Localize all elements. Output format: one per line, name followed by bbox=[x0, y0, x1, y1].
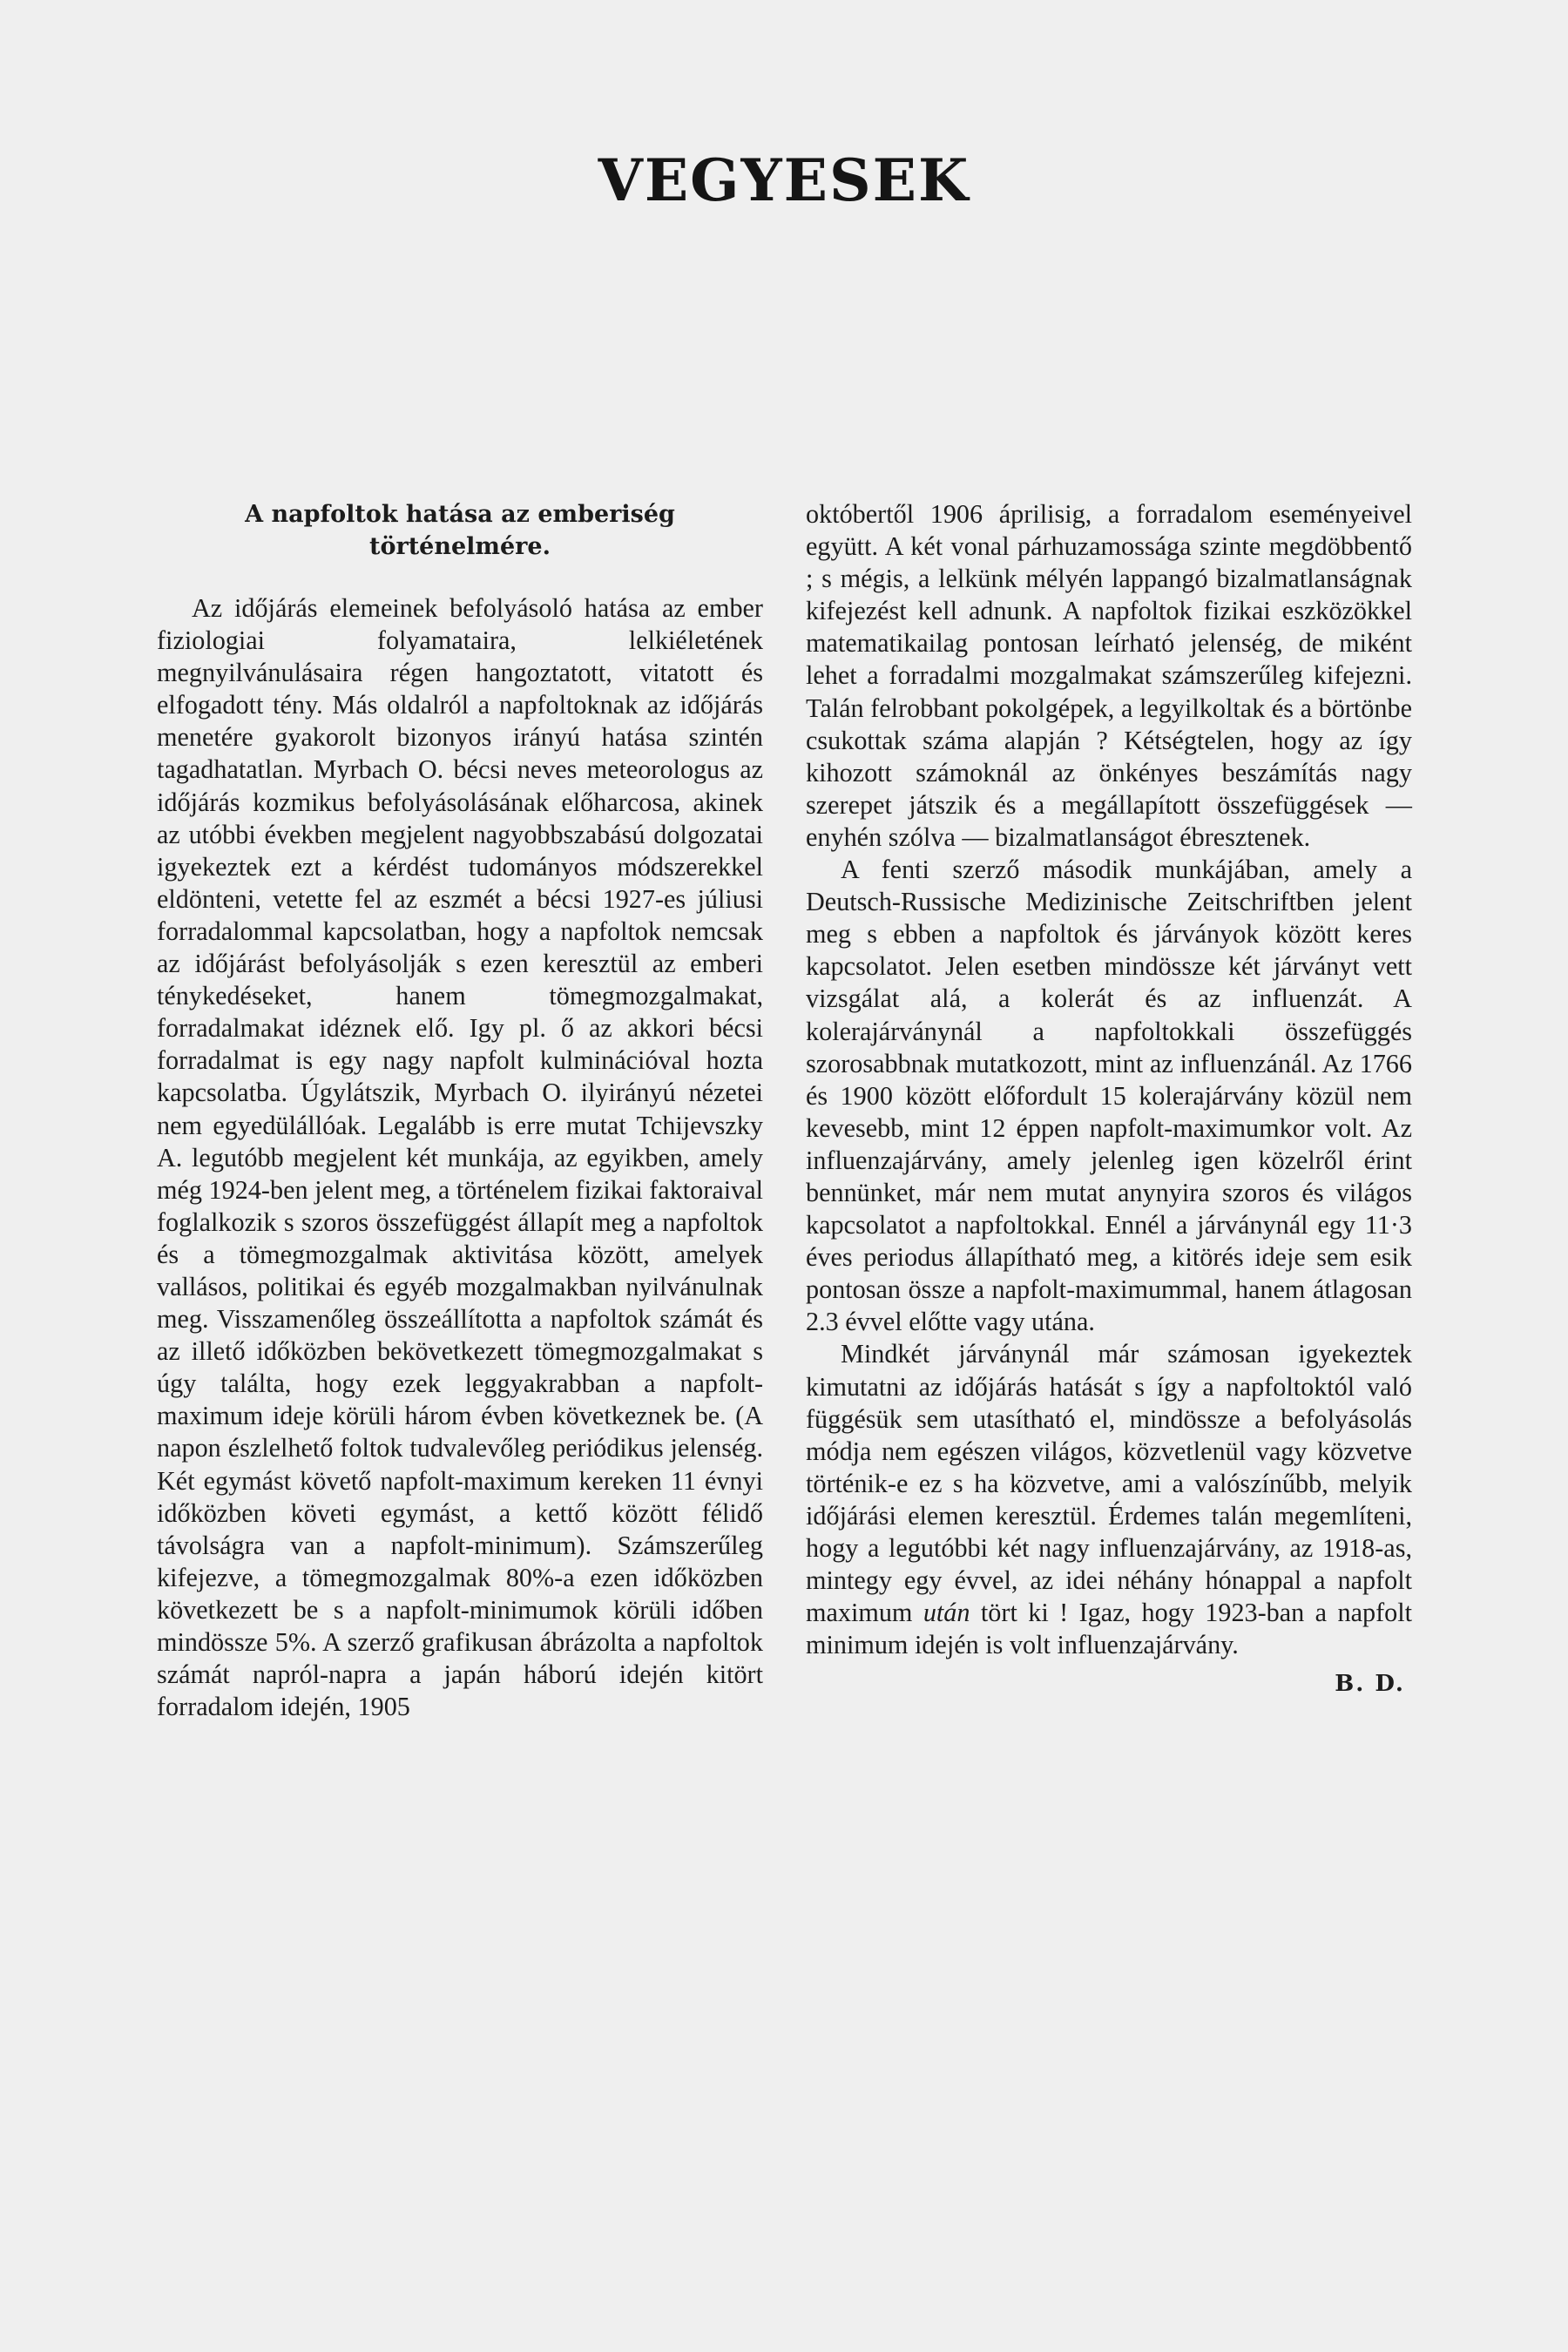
article-paragraph: Az időjárás elemeinek befolyásoló hatása az ember fiziologiai folyamataira, lelkiéletének megnyilvánulásaira régen hangoztatott, vitatott és elfogadott tény. Más oldalról a napfoltoknak az időjárás menetére gyakorolt bizonyos irányú hatása szintén tagadhatatlan. Myrbach O. bécsi neves meteorologus az időjárás kozmikus befolyásolásának előharcosa, akinek az utóbbi években megjelent nagyobbszabású dolgozatai igyekeztek ezt a kérdést tudományos módszerekkel eldönteni, vetette fel az eszmét a bécsi 1927-es júliusi forradalommal kapcsolatban, hogy a napfoltok nemcsak az időjárást befolyásolják s ezen keresztül az emberi ténykedéseket, hanem tömegmozgalmakat, forradalmakat idéznek elő. Igy pl. ő az akkori bécsi forradalmat is egy nagy napfolt kulminációval hozta kapcsolatba. Úgylátszik, Myrbach O. ilyirányú nézetei nem egyedülállóak. Legalább is erre mutat Tchijevszky A. legutóbb megjelent két munkája, az egyikben, amely még 1924-ben jelent meg, a történelem fizikai faktoraival foglalkozik s szoros összefüggést állapít meg a napfoltok és a tömegmozgalmak aktivitása között, amelyek vallásos, politikai és egyéb mozgalmakban nyilvánulnak meg. Visszamenőleg összeállította a napfoltok számát és az illető időközben bekövetkezett tömegmozgalmakat s úgy találta, hogy ezek leggyakrabban a napfolt-maximum ideje körüli három évben következnek be. (A napon észlelhető foltok tudvalevőleg periódikus jelenség. Két egymást követő napfolt-maximum kereken 11 évnyi időközben követi egymást, a kettő között félidő távolságra van a napfolt-minimum). Számszerűleg kifejezve, a tömegmozgalmak 80%-a ezen időközben következett be s a napfolt-minimumok körüli időben mindössze 5%. A szerző grafikusan ábrázolta a napfoltok számát napról-napra a japán háború idején kitört forradalom idején, 1905 bbox=[157, 593, 763, 1722]
page-title: VEGYESEK bbox=[598, 146, 970, 214]
right-column bbox=[806, 498, 1412, 1700]
article-title: A napfoltok hatása az emberiség történelmére. bbox=[245, 501, 675, 560]
article-paragraph-continued: októbertől 1906 áprilisig, a forradalom eseményeivel együtt. A két vonal párhuzamossága szinte megdöbbentő ; s mégis, a lelkünk mélyén lappangó bizalmatlanságnak kifejezést kell adnunk. A napfoltok fizikai eszközökkel matematikailag pontosan leírható jelenség, de miként lehet a forradalmi mozgalmakat számszerűleg kifejezni. Talán felrobbant pokolgépek, a legyilkoltak és a börtönbe csukottak száma alapján ? Kétségtelen, hogy az így kihozott számoknál az önkényes beszámítás nagy szerepet játszik és a megállapított összefüggések — enyhén szólva — bizalmatlanságot ébresztenek. bbox=[806, 499, 1412, 852]
author-signature: B. D. bbox=[1335, 1671, 1405, 1698]
emphasis-text: után bbox=[923, 1598, 970, 1628]
article-paragraph bbox=[806, 1338, 1412, 1661]
paragraph-text: Mindkét járványnál már számosan igyekeztek kimutatni az időjárás hatását s így a napfoltoktól való függésük sem utasítható el, mindössze a befolyásolás módja nem egészen világos, közvetlenül vagy közvetve történik-e ez s ha közvetve, ami a valószínűbb, melyik időjárási elemen keresztül. Érdemes talán megemlíteni, hogy a legutóbbi két nagy influenzajárvány, az 1918-as, mintegy egy évvel, az idei néhány hónappal a napfolt maximum bbox=[806, 1339, 1412, 1628]
paragraph-text: tört ki ! Igaz, hogy 1923-ban a napfolt minimum idején is volt influenzajárvány. bbox=[806, 1598, 1412, 1660]
article-paragraph: A fenti szerző második munkájában, amely a Deutsch-Russische Medizinische Zeitschriftben jelent meg s ebben a napfoltok és járványok között keres kapcsolatot. Jelen esetben mindössze két járványt vett vizsgálat alá, a kolerát és az influenzát. A kolerajárványnál a napfoltokkali összefüggés szorosabbnak mutatkozott, mint az influenzánál. Az 1766 és 1900 között előfordult 15 kolerajárvány közül nem kevesebb, mint 12 éppen napfolt-maximumkor volt. Az influenzajárvány, amely jelenleg igen közelről érint bennünket, már nem mutat anynyira szoros és világos kapcsolatot a napfoltokkal. Ennél a járványnál egy 11·3 éves periodus állapítható meg, a kitörés ideje sem esik pontosan össze a napfolt-maximummal, hanem átlagosan 2.3 évvel előtte vagy utána. bbox=[806, 855, 1412, 1337]
left-column bbox=[157, 498, 763, 1723]
